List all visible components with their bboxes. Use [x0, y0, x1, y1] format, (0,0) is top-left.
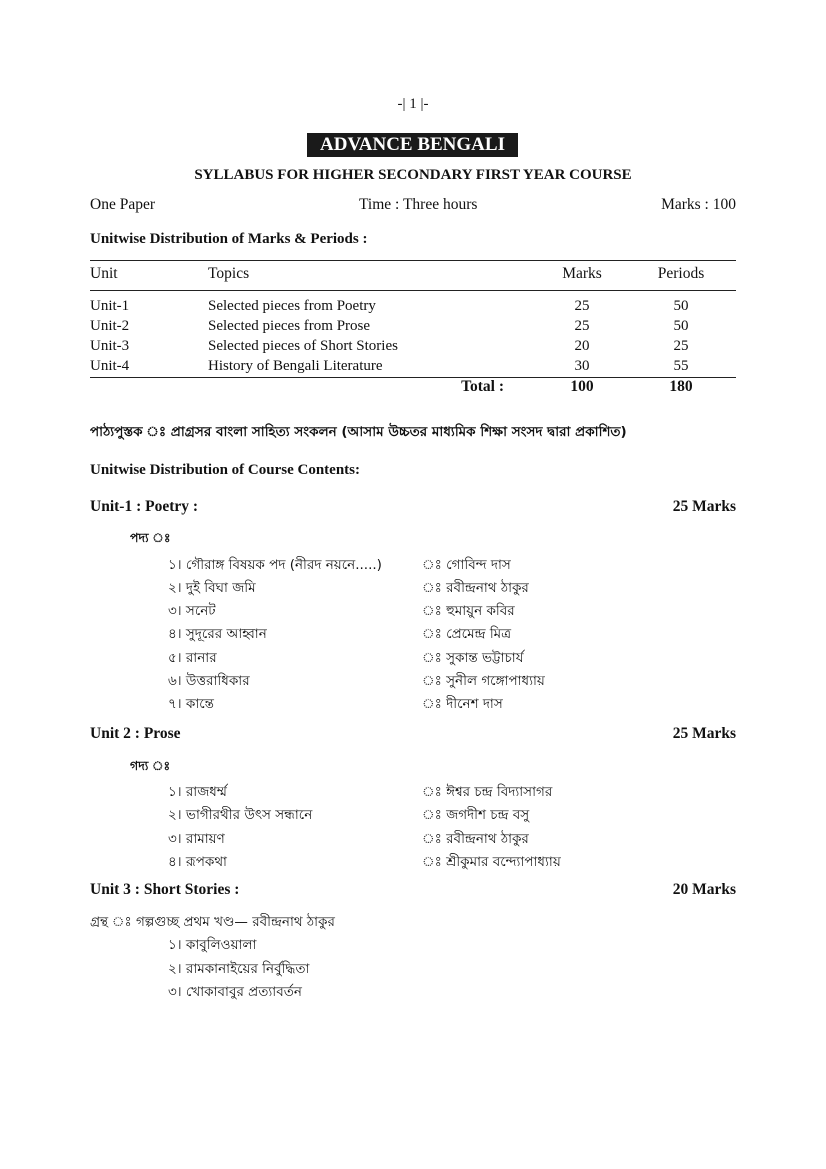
header-periods: Periods — [657, 265, 705, 282]
poem-author: ঃ সুনীল গঙ্গোপাধ্যায় — [422, 673, 545, 689]
row-unit: Unit-1 — [90, 298, 130, 314]
unit3-book: গ্রন্থ ঃ গল্পগুচ্ছ প্রথম খণ্ড— রবীন্দ্রনাথ ঠাকুর — [90, 914, 335, 930]
subtitle: SYLLABUS FOR HIGHER SECONDARY FIRST YEAR COURSE — [194, 167, 632, 183]
row-topic: Selected pieces from Poetry — [208, 298, 376, 314]
unit1-label: পদ্য ঃ — [130, 530, 171, 545]
poem-author: ঃ দীনেশ দাস — [422, 696, 503, 712]
unit2-heading: Unit 2 : Prose — [90, 725, 181, 742]
table-header-rule — [90, 290, 736, 291]
poem-title: ৬। উত্তরাধিকার — [168, 673, 250, 689]
row-unit: Unit-3 — [90, 338, 130, 354]
row-topic: Selected pieces from Prose — [208, 318, 371, 334]
row-periods: 50 — [673, 318, 689, 334]
page-number: -| 1 |- — [397, 96, 429, 112]
poem-title: ৫। রানার — [168, 650, 217, 666]
poem-author: ঃ প্রেমেন্দ্র মিত্র — [422, 626, 512, 642]
header-topics: Topics — [208, 265, 250, 282]
row-topic: History of Bengali Literature — [208, 358, 383, 374]
poem-author: ঃ গোবিন্দ দাস — [422, 557, 511, 573]
total-marks: Marks : 100 — [661, 196, 736, 213]
unit3-heading: Unit 3 : Short Stories : — [90, 881, 240, 898]
prose-title: ১। রাজধর্ম্ম — [168, 784, 227, 800]
distribution-heading: Unitwise Distribution of Marks & Periods : — [90, 231, 368, 247]
row-periods: 50 — [673, 298, 689, 314]
textbook-line: পাঠ্যপুস্তক ঃ প্রাগ্রসর বাংলা সাহিত্য সংকলন (আসাম উচ্চতর মাধ্যমিক শিক্ষা সংসদ দ্বারা প্রকাশিত) — [90, 424, 627, 440]
row-unit: Unit-4 — [90, 358, 130, 374]
poem-author: ঃ রবীন্দ্রনাথ ঠাকুর — [422, 580, 529, 596]
row-unit: Unit-2 — [90, 318, 130, 334]
total-marks-value: 100 — [570, 378, 594, 395]
page-title: ADVANCE BENGALI — [307, 133, 518, 157]
poem-author: ঃ সুকান্ত ভট্টাচার্য — [422, 650, 524, 666]
story-title: ৩। খোকাবাবুর প্রত্যাবর্তন — [168, 984, 302, 1000]
unit2-label: গদ্য ঃ — [130, 758, 171, 773]
header-marks: Marks — [562, 265, 602, 282]
unit1-marks: 25 Marks — [672, 498, 736, 515]
unit2-marks: 25 Marks — [672, 725, 736, 742]
course-heading: Unitwise Distribution of Course Contents: — [90, 462, 360, 478]
prose-author: ঃ শ্রীকুমার বন্দ্যোপাধ্যায় — [422, 854, 561, 870]
poem-title: ৩। সনেট — [168, 603, 216, 619]
prose-author: ঃ রবীন্দ্রনাথ ঠাকুর — [422, 831, 529, 847]
prose-title: ৪। রূপকথা — [168, 854, 227, 870]
row-marks: 20 — [574, 338, 590, 354]
story-title: ২। রামকানাইয়ের নির্বুদ্ধিতা — [168, 961, 310, 977]
row-topic: Selected pieces of Short Stories — [208, 338, 398, 354]
poem-title: ১। গৌরাঙ্গ বিষয়ক পদ (নীরদ নয়নে.....) — [168, 557, 382, 573]
poem-title: ৭। কান্তে — [168, 696, 214, 712]
row-marks: 30 — [574, 358, 590, 374]
prose-author: ঃ জগদীশ চন্দ্র বসু — [422, 807, 530, 823]
unit1-heading: Unit-1 : Poetry : — [90, 498, 199, 515]
poem-author: ঃ হুমায়ুন কবির — [422, 603, 515, 619]
row-periods: 25 — [673, 338, 689, 354]
table-total-rule — [90, 377, 736, 378]
unit3-marks: 20 Marks — [672, 881, 736, 898]
row-periods: 55 — [673, 358, 689, 374]
prose-title: ২। ভাগীরথীর উৎস সন্ধানে — [168, 807, 313, 823]
poem-title: ৪। সুদূরের আহ্বান — [168, 626, 267, 642]
table-top-rule — [90, 260, 736, 261]
poem-title: ২। দুই বিঘা জমি — [168, 580, 256, 596]
total-label: Total : — [461, 378, 504, 395]
total-periods-value: 180 — [669, 378, 693, 395]
row-marks: 25 — [574, 318, 590, 334]
prose-author: ঃ ঈশ্বর চন্দ্র বিদ্যাসাগর — [422, 784, 553, 800]
paper-count: One Paper — [90, 196, 155, 213]
story-title: ১। কাবুলিওয়ালা — [168, 937, 257, 953]
exam-time: Time : Three hours — [359, 196, 478, 213]
header-unit: Unit — [90, 265, 118, 282]
row-marks: 25 — [574, 298, 590, 314]
prose-title: ৩। রামায়ণ — [168, 831, 225, 847]
